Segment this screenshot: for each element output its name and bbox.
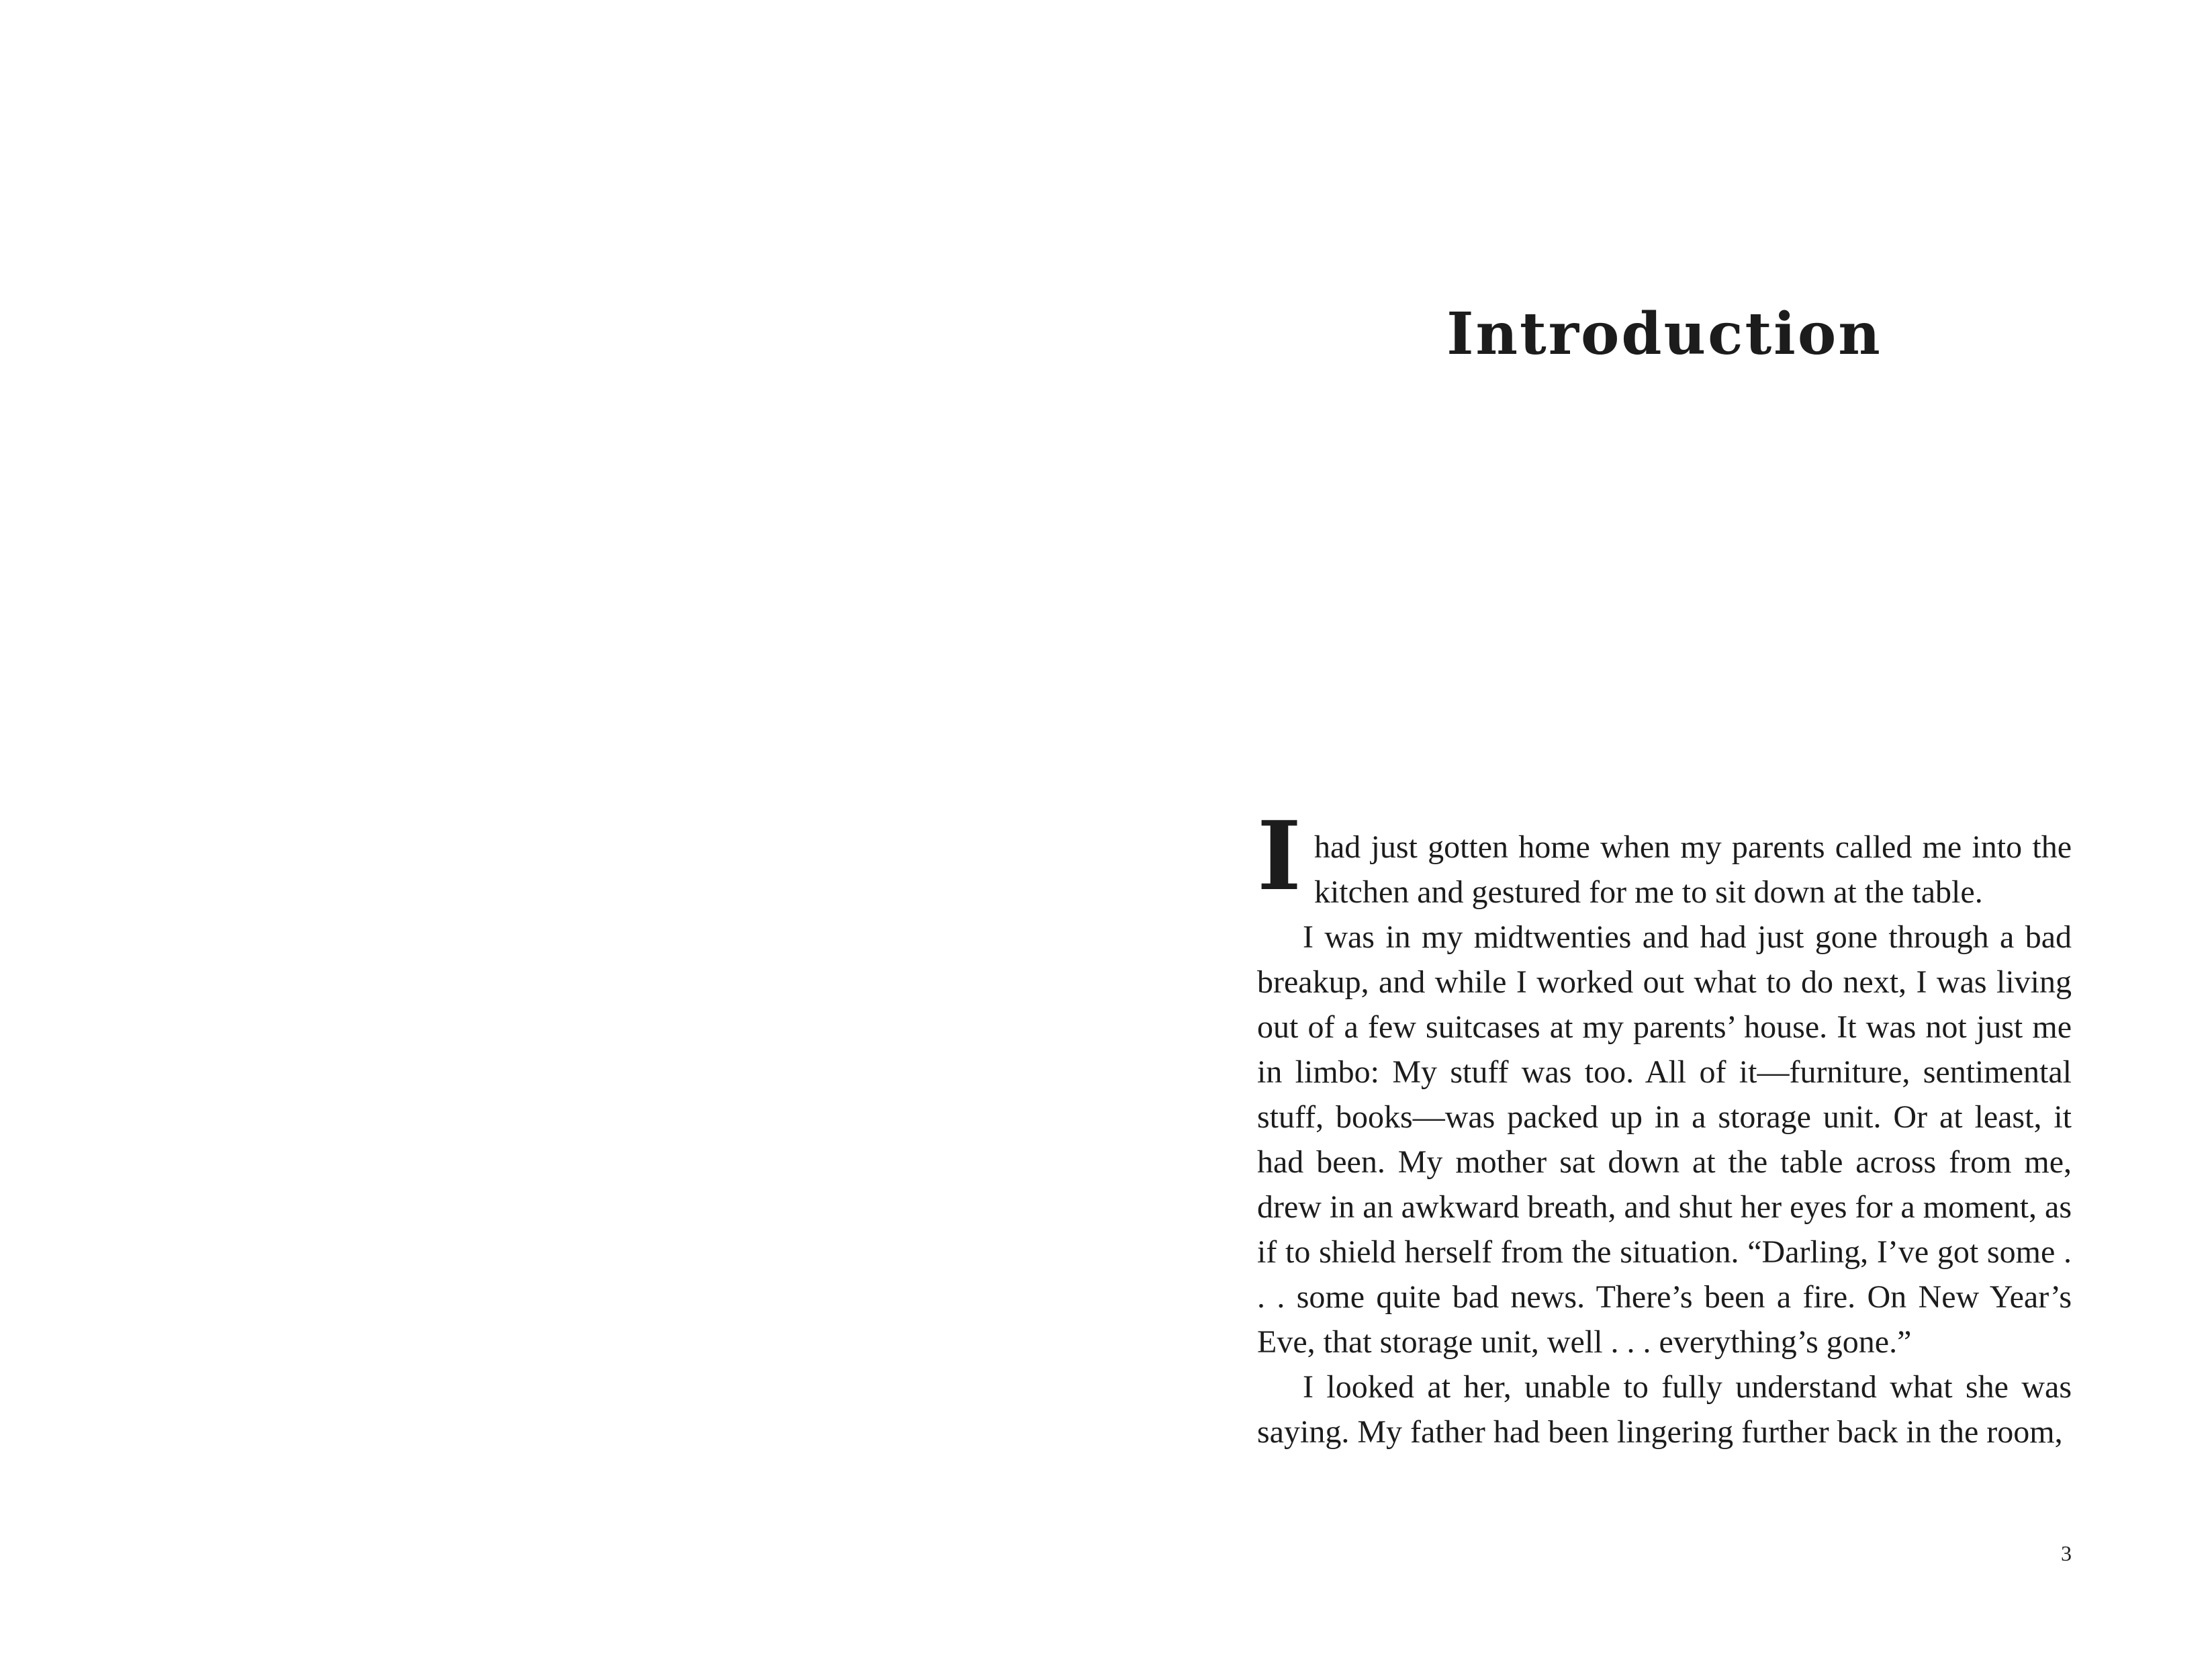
right-page <box>1106 0 2212 1664</box>
paragraph: I was in my midtwenties and had just gone through a bad breakup, and while I worked out what to do next, I was living out of a few suitcases at my parents’ house. It was not just me in limbo: My stuff was too. All of it—furniture, sentimental stuff, books—was packed up in a storage unit. Or at least, it had been. My mother sat down at the table across from me, drew in an awkward breath, and shut her eyes for a moment, as if to shield herself from the situation. “Darling, I’ve got some . . . some quite bad news. There’s been a fire. On New Year’s Eve, that storage unit, well . . . everything’s gone.” <box>1257 919 2072 1360</box>
chapter-title: Introduction <box>1446 300 1882 368</box>
paragraph-text: had just gotten home when my parents called me into the kitchen and gestured for me to sit down at the table. <box>1314 829 2072 910</box>
body-text <box>1257 801 2072 1454</box>
drop-cap: I <box>1257 801 1301 912</box>
page-number: 3 <box>2061 1541 2072 1565</box>
paragraph: I looked at her, unable to fully understand what she was saying. My father had been lingering further back in the room, <box>1257 1369 2072 1450</box>
paragraph <box>1257 801 2072 915</box>
